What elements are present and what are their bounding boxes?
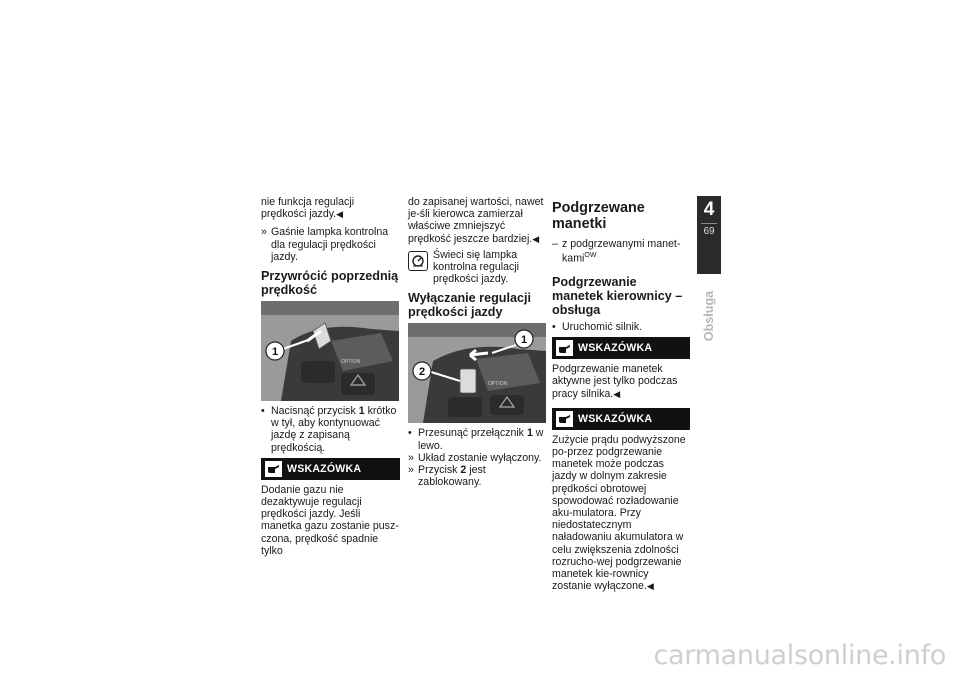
section-tab — [694, 276, 724, 356]
step-item: • Uruchomić silnik. — [552, 320, 643, 333]
note-text: Podgrzewanie manetek aktywne jest tylko podczas pracy silnika.◀ — [552, 363, 678, 400]
equipment-item: – z podgrzewanymi manet-kami$^{OW}$ — [552, 238, 681, 265]
section-heading: Podgrzewanie manetek kierownicy – obsługa — [552, 274, 683, 317]
note-text: Dodanie gazu nie dezaktywuje regulacji prędkości jazdy. Jeśli manetka gazu zostanie pusz-czona, prędkość spadnie tylko — [261, 483, 399, 557]
indicator-lamp-note — [408, 249, 546, 286]
chapter-number: 4 — [703, 199, 715, 220]
cruise-control-lamp-icon — [408, 251, 428, 271]
end-marker: ◀ — [646, 581, 654, 592]
result-marker: » — [408, 464, 414, 477]
column-1 — [261, 196, 400, 557]
bullet-marker: • — [261, 405, 265, 418]
callout-1: 1 — [520, 334, 528, 347]
result-item: » Przycisk 2 jest zablokowany. — [408, 464, 486, 489]
chapter-tab — [697, 196, 721, 274]
continued-text: do zapisanej wartości, nawet je-śli kierowca zamierzał właściwe zmniejszyć prędkość jeszcze bardziej.◀ — [408, 196, 544, 245]
note-banner — [552, 408, 690, 430]
divider — [701, 223, 717, 224]
note-banner — [261, 458, 400, 480]
option-label: OPTION — [488, 381, 508, 388]
result-marker: » — [408, 451, 414, 464]
pointing-hand-icon — [265, 461, 282, 477]
result-item: » Gaśnie lampka kontrolna dla regulacji prędkości jazdy. — [261, 226, 389, 263]
note-banner — [552, 337, 690, 359]
column-3 — [552, 196, 690, 592]
section-heading: Przywrócić poprzednią prędkość — [261, 269, 399, 298]
section-name: Obsługa — [702, 290, 716, 342]
result-marker: » — [261, 226, 267, 239]
end-marker: ◀ — [613, 388, 621, 399]
end-marker: ◀ — [532, 233, 540, 244]
column-2 — [408, 196, 546, 488]
step-item: • Przesunąć przełącznik 1 w lewo. — [408, 427, 544, 452]
note-label: WSKAZÓWKA — [287, 462, 362, 475]
pointing-hand-icon — [556, 411, 573, 427]
note-text: Zużycie prądu podwyższone po-przez podgrzewanie manetek może podczas jazdy w dolnym zakresie prędkości obrotowej spowodować rozładowanie aku-mulatora. Przy niedostatecznym naładowaniu akumulatora w celu zwiększenia zdolności rozrucho-wej podgrzewanie manetek kie-rownicy zostanie wyłączone.◀ — [552, 433, 686, 593]
option-label: OPTION — [341, 359, 361, 366]
callout-2: 2 — [418, 366, 426, 379]
equipment-code: OW — [584, 252, 597, 260]
result-item: » Układ zostanie wyłączony. — [408, 451, 542, 464]
end-marker: ◀ — [336, 209, 344, 220]
note-label: WSKAZÓWKA — [578, 342, 653, 355]
chapter-section-title: Podgrzewane manetki — [552, 200, 645, 232]
bullet-marker: • — [408, 427, 412, 440]
watermark: carmanualsonline.info — [653, 640, 946, 671]
lamp-text: Świeci się lampka kontrolna regulacji prędkości jazdy. — [433, 248, 519, 286]
section-heading: Wyłączanie regulacji prędkości jazdy — [408, 291, 531, 320]
bullet-marker: • — [552, 320, 556, 333]
intro-text: nie funkcja regulacji prędkości jazdy.◀ — [261, 196, 355, 221]
step-item: • Nacisnąć przycisk 1 krótko w tył, aby kontynuować jazdę z zapisaną prędkością. — [261, 405, 397, 454]
pointing-hand-icon — [556, 340, 573, 356]
note-label: WSKAZÓWKA — [578, 412, 653, 425]
page-number: 69 — [703, 226, 715, 237]
handlebar-switch-photo — [408, 323, 546, 423]
dash-marker: – — [552, 238, 558, 250]
handlebar-switch-photo — [261, 301, 399, 401]
callout-1: 1 — [271, 346, 279, 359]
